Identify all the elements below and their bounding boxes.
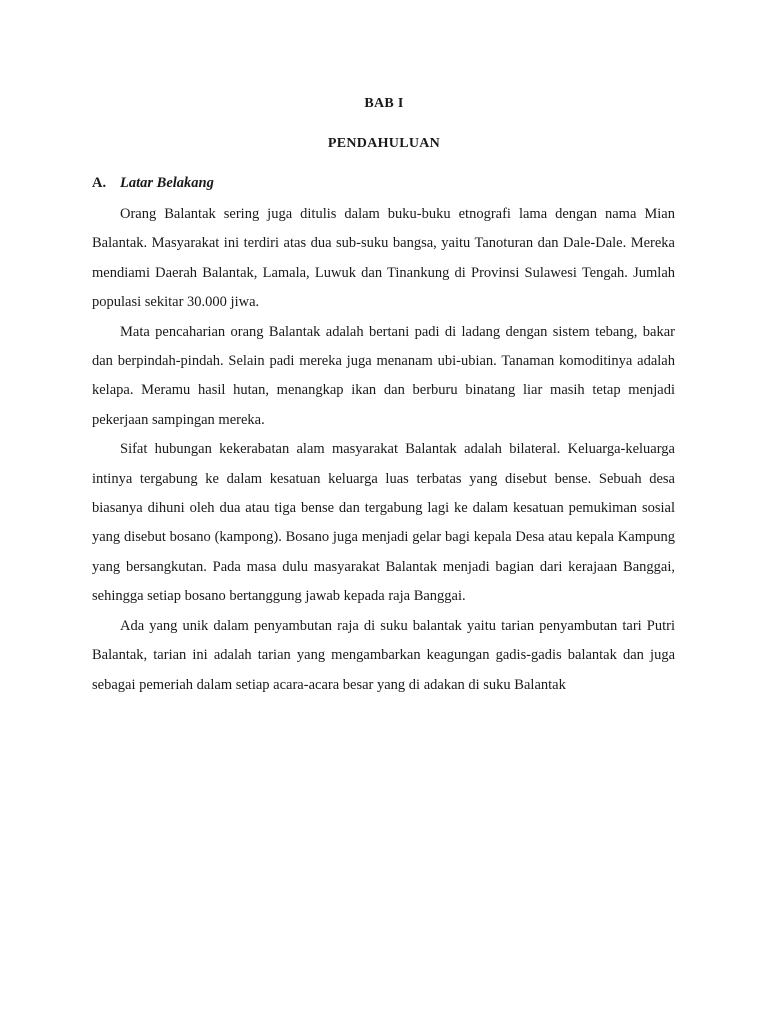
paragraph: Orang Balantak sering juga ditulis dalam buku-buku etnografi lama dengan nama Mian Balantak. Masyarakat ini terdiri atas dua sub-suku bangsa, yaitu Tanoturan dan Dale-Dale. Mereka mendiami Daerah Balantak, Lamala, Luwuk dan Tinankung di Provinsi Sulawesi Tengah. Jumlah populasi sekitar 30.000 jiwa.: [92, 206, 675, 311]
paragraph: Sifat hubungan kekerabatan alam masyarakat Balantak adalah bilateral. Keluarga-keluarga intinya tergabung ke dalam kesatuan keluarga luas terbatas yang disebut bense. Sebuah desa biasanya dihuni oleh dua atau tiga bense dan tergabung lagi ke dalam kesatuan pemukiman sosial yang disebut bosano (kampong). Bosano juga menjadi gelar bagi kepala Desa atau kepala Kampung yang bersangkutan. Pada masa dulu masyarakat Balantak menjadi bagian dari kerajaan Banggai, sehingga setiap bosano bertanggung jawab kepada raja Banggai.: [92, 441, 675, 605]
section-heading: [92, 175, 214, 192]
section-title: Latar Belakang: [120, 175, 214, 191]
section-letter: A.: [92, 175, 107, 191]
body-text: [92, 200, 675, 700]
paragraph: Mata pencaharian orang Balantak adalah bertani padi di ladang dengan sistem tebang, bakar dan berpindah-pindah. Selain padi mereka juga menanam ubi-ubian. Tanaman komoditinya adalah kelapa. Meramu hasil hutan, menangkap ikan dan berburu binatang liar masih tetap menjadi pekerjaan sampingan mereka.: [92, 323, 675, 428]
chapter-title: PENDAHULUAN: [327, 136, 441, 151]
chapter-number: BAB I: [364, 96, 404, 111]
paragraph: Ada yang unik dalam penyambutan raja di suku balantak yaitu tarian penyambutan tari Putri Balantak, tarian ini adalah tarian yang mengambarkan keagungan gadis-gadis balantak dan juga sebagai pemeriah dalam setiap acara-acara besar yang di adakan di suku Balantak: [92, 617, 675, 693]
